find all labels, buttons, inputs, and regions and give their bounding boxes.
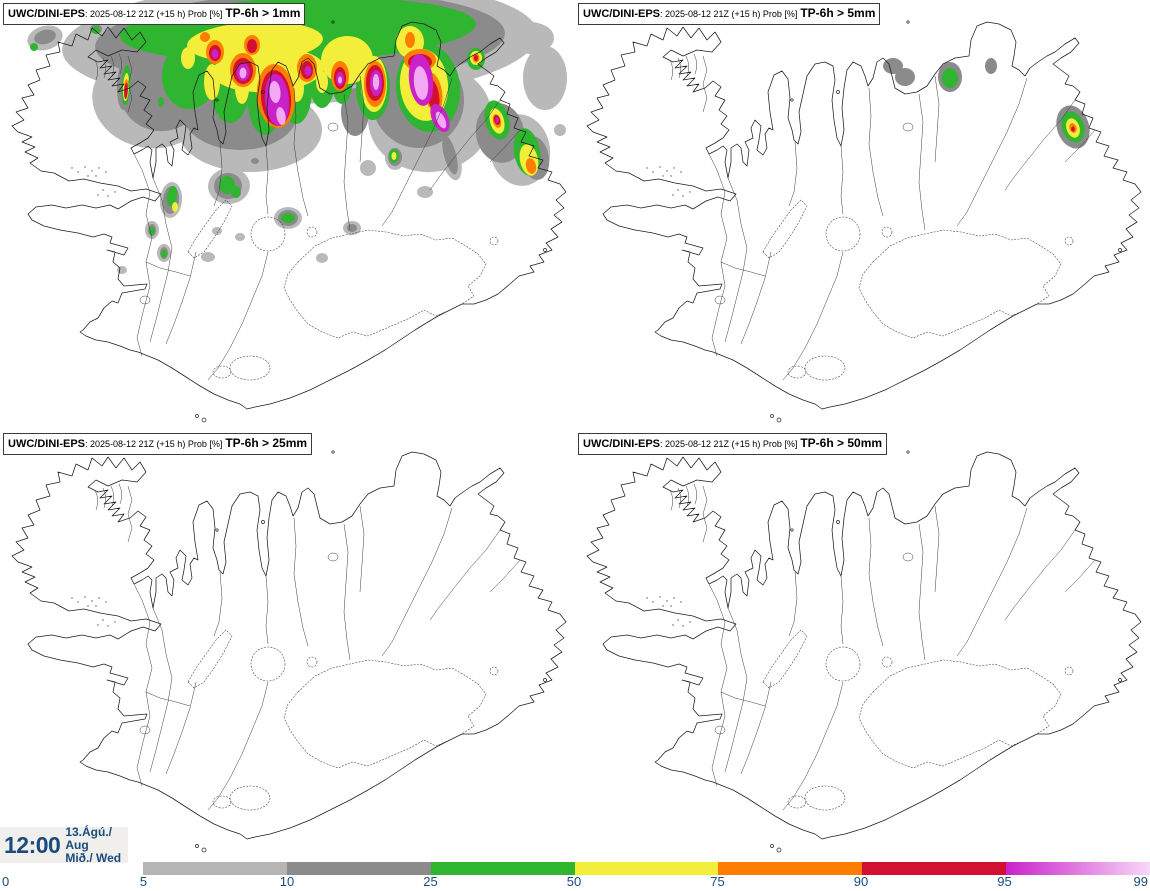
panel-title	[3, 3, 305, 25]
colorbar-tick: 25	[423, 874, 438, 889]
prob-blob-pink	[338, 77, 342, 84]
prob-blob-lightgray	[554, 124, 566, 136]
prob-blob-yellow	[204, 64, 220, 100]
iceland-map	[0, 430, 575, 875]
prob-blob-magenta	[495, 117, 498, 122]
prob-blob-magenta	[305, 66, 312, 76]
panel-title	[578, 433, 887, 455]
prob-blob-orange	[405, 32, 415, 48]
prob-blob-lightgray	[417, 186, 433, 198]
run-info: : 2025-08-12 21Z (+15 h) Prob [%]	[85, 439, 223, 449]
colorbar-tick: 50	[566, 874, 582, 889]
model-name: UWC/DINI-EPS	[8, 8, 85, 20]
prob-blob-lightgray	[506, 22, 554, 54]
colorbar-tick: 95	[997, 874, 1012, 889]
prob-blob-green	[161, 250, 167, 258]
colorbar-tick: 0	[2, 874, 10, 889]
prob-blob-green	[942, 68, 958, 88]
prob-blob-green	[149, 227, 155, 235]
prob-blob-magenta	[212, 49, 219, 59]
prob-blob-green	[158, 97, 164, 107]
threshold-label: TP-6h > 25mm	[225, 436, 308, 450]
iceland-map	[0, 0, 575, 430]
prob-blob-gray	[895, 68, 915, 86]
prob-blob-green	[30, 43, 38, 51]
valid-time-box	[0, 824, 128, 865]
prob-blob-yellow	[392, 152, 397, 160]
run-info: : 2025-08-12 21Z (+15 h) Prob [%]	[660, 439, 798, 449]
panel-title	[578, 3, 880, 25]
iceland-map	[575, 430, 1150, 875]
prob-blob-red	[474, 55, 478, 61]
model-name: UWC/DINI-EPS	[8, 438, 85, 450]
prob-blob-green	[92, 26, 100, 34]
valid-date-block	[65, 826, 128, 865]
probability-field	[883, 58, 1095, 153]
prob-blob-green	[231, 186, 241, 198]
prob-blob-yellow	[172, 202, 178, 212]
run-info: : 2025-08-12 21Z (+15 h) Prob [%]	[660, 9, 798, 19]
colorbar-tick: 5	[139, 874, 148, 889]
valid-date: 13.Ágú./ Aug	[65, 824, 113, 852]
prob-blob-lightgray	[360, 160, 376, 176]
prob-blob-gray	[347, 224, 357, 232]
model-name: UWC/DINI-EPS	[583, 438, 660, 450]
model-name: UWC/DINI-EPS	[583, 8, 660, 20]
prob-blob-green	[281, 213, 295, 223]
prob-blob-red	[1071, 127, 1075, 132]
colorbar-tick: 99	[1133, 874, 1148, 889]
forecast-panel-25mm	[0, 430, 575, 891]
probability-field	[25, 0, 567, 274]
colorbar-tick-labels	[0, 874, 1150, 891]
iceland-map	[575, 0, 1150, 430]
prob-blob-lightgray	[212, 227, 222, 235]
prob-blob-pink	[373, 74, 379, 90]
prob-blob-lightgray	[235, 233, 245, 241]
prob-blob-red	[247, 39, 257, 53]
threshold-label: TP-6h > 1mm	[225, 6, 301, 20]
threshold-label: TP-6h > 5mm	[800, 6, 876, 20]
forecast-panel-5mm	[575, 0, 1150, 430]
colorbar-tick: 10	[279, 874, 295, 889]
run-info: : 2025-08-12 21Z (+15 h) Prob [%]	[85, 9, 223, 19]
threshold-label: TP-6h > 50mm	[800, 436, 883, 450]
forecast-panel-50mm	[575, 430, 1150, 891]
valid-time: 12:00	[4, 831, 61, 858]
forecast-panel-1mm	[0, 0, 575, 430]
prob-blob-yellow	[181, 47, 195, 69]
colorbar-tick: 90	[853, 874, 869, 889]
prob-blob-orange	[200, 32, 210, 42]
prob-blob-lightgray	[523, 46, 567, 110]
prob-blob-pink	[240, 68, 247, 79]
panel-title	[3, 433, 312, 455]
prob-blob-gray	[985, 58, 997, 74]
prob-blob-lightgray	[201, 252, 215, 262]
prob-blob-gray	[251, 158, 259, 164]
colorbar-tick: 75	[710, 874, 725, 889]
prob-blob-yellow	[316, 71, 328, 93]
prob-blob-lightgray	[316, 253, 328, 263]
valid-weekday: Mið./ Wed	[65, 850, 122, 865]
